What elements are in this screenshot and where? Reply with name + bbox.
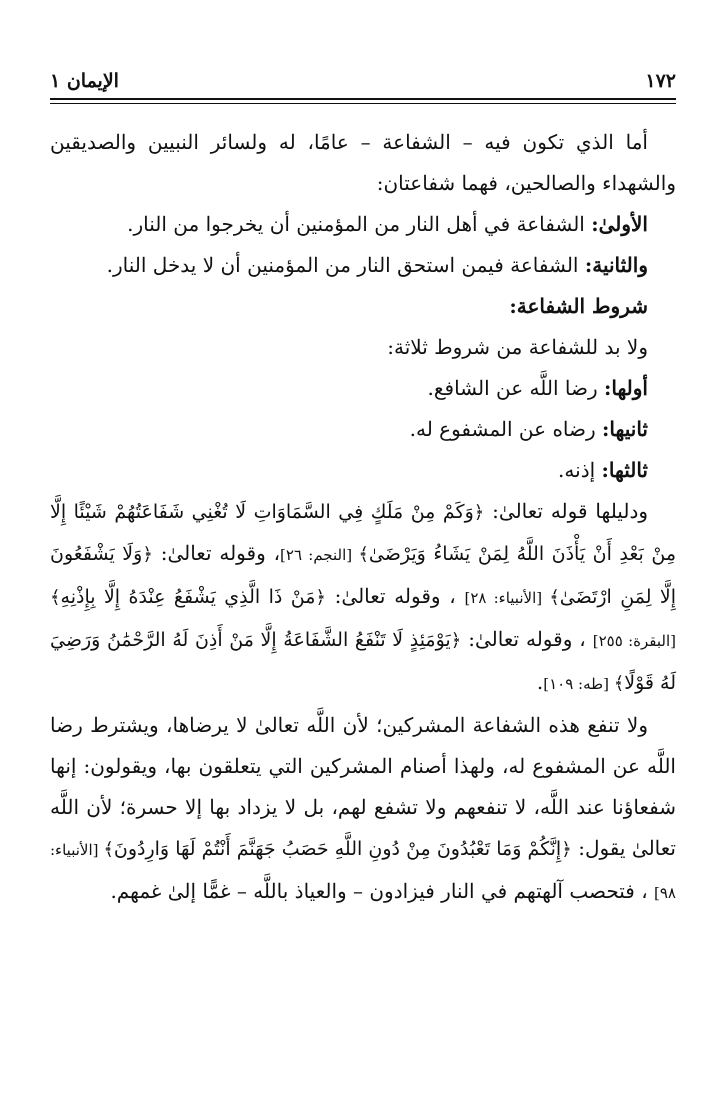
verse-citation-5: [الأنبياء: ٩٨] bbox=[50, 841, 676, 902]
ornate-bracket-open: ﴿ bbox=[315, 587, 326, 608]
text-condition-two: رضاه عن المشفوع له. bbox=[409, 417, 603, 441]
ornate-bracket-open: ﴿ bbox=[142, 544, 153, 565]
term-condition-two: ثانيها: bbox=[602, 417, 648, 441]
ornate-bracket-close: ﴾ bbox=[50, 587, 61, 608]
header-divider bbox=[50, 98, 676, 104]
page-number: ١٧٢ bbox=[645, 70, 676, 92]
verse-citation-3: [البقرة: ٢٥٥] bbox=[592, 632, 677, 650]
ornate-bracket-open: ﴿ bbox=[561, 839, 572, 860]
evidence-joiner-2: ، وقوله تعالىٰ: bbox=[325, 584, 465, 608]
section-heading: شروط الشفاعة: bbox=[509, 294, 648, 318]
text-first: الشفاعة في أهل النار من المؤمنين أن يخرجوا من النار. bbox=[127, 212, 592, 236]
verse-citation-1: [النجم: ٢٦] bbox=[280, 546, 359, 564]
paragraph-closing bbox=[50, 705, 676, 914]
evidence-joiner-3: ، وقوله تعالىٰ: bbox=[461, 627, 593, 651]
evidence-end: . bbox=[536, 670, 544, 694]
condition-three bbox=[50, 450, 676, 491]
page-header bbox=[50, 60, 676, 92]
term-condition-three: ثالثها: bbox=[601, 458, 648, 482]
paragraph-second-intercession bbox=[50, 245, 676, 286]
text-second: الشفاعة فيمن استحق النار من المؤمنين أن لا يدخل النار. bbox=[106, 253, 585, 277]
verse-citation-4: [طه: ١٠٩] bbox=[543, 675, 614, 693]
ornate-bracket-open: ﴿ bbox=[473, 502, 485, 523]
paragraph-intro: أما الذي تكون فيه – الشفاعة – عامًا، له ولسائر النبيين والصديقين والشهداء والصالحين، فهما شفاعتان: bbox=[50, 130, 676, 195]
evidence-joiner-1: ، وقوله تعالىٰ: bbox=[152, 541, 281, 565]
paragraph-first-intercession bbox=[50, 204, 676, 245]
term-second: والثانية: bbox=[584, 253, 648, 277]
page-body bbox=[50, 122, 676, 914]
ornate-bracket-open: ﴿ bbox=[450, 630, 462, 651]
ornate-bracket-close: ﴾ bbox=[103, 839, 114, 860]
quran-verse-1: وَكَمْ مِنْ مَلَكٍ فِي السَّمَاوَاتِ لَا تُغْنِي شَفَاعَتُهُمْ شَيْئًا إِلَّا مِنْ بَعْدِ أَنْ يَأْذَنَ اللَّهُ لِمَنْ يَشَاءُ وَيَرْضَىٰ bbox=[50, 501, 676, 565]
running-title: الإيمان ١ bbox=[50, 70, 119, 92]
document-page bbox=[50, 60, 676, 1078]
term-condition-one: أولها: bbox=[603, 376, 648, 400]
closing-text-a: ولا تنفع هذه الشفاعة المشركين؛ لأن اللَّه تعالىٰ لا يرضاها، ويشترط رضا اللَّه عن المشفوع له، ولهذا أصنام المشركين التي يتعلقون بها، ويقولون: إنها شفعاؤنا عند اللَّه، لا تنفعهم ولا تشفع لهم، بل لا يزداد بها إلا حسرة؛ لأن اللَّه تعالىٰ يقول: bbox=[50, 713, 676, 860]
term-first: الأولىٰ: bbox=[591, 212, 648, 236]
ornate-bracket-close: ﴾ bbox=[358, 544, 369, 565]
paragraph-evidence bbox=[50, 491, 676, 705]
verse-citation-2: [الأنبياء: ٢٨] bbox=[464, 589, 550, 607]
ornate-bracket-close: ﴾ bbox=[613, 673, 625, 694]
ornate-bracket-close: ﴾ bbox=[549, 587, 560, 608]
quran-verse-3: مَنْ ذَا الَّذِي يَشْفَعُ عِنْدَهُ إِلَّا بِإِذْنِهِ bbox=[60, 586, 316, 608]
paragraph-conditions-intro: ولا بد للشفاعة من شروط ثلاثة: bbox=[387, 335, 648, 359]
evidence-intro: ودليلها قوله تعالىٰ: bbox=[484, 499, 649, 523]
quran-verse-5: إِنَّكُمْ وَمَا تَعْبُدُونَ مِنْ دُونِ اللَّهِ حَصَبُ جَهَنَّمَ أَنْتُمْ لَهَا وَارِدُونَ bbox=[113, 838, 562, 860]
quran-verse-2: وَلَا يَشْفَعُونَ إِلَّا لِمَنِ ارْتَضَىٰ bbox=[50, 543, 677, 608]
text-condition-three: إذنه. bbox=[558, 458, 602, 482]
quran-verse-4: يَوْمَئِذٍ لَا تَنْفَعُ الشَّفَاعَةُ إِلَّا مَنْ أَذِنَ لَهُ الرَّحْمَٰنُ وَرَضِيَ لَهُ قَوْلًا bbox=[50, 629, 676, 694]
text-condition-one: رضا اللَّه عن الشافع. bbox=[427, 376, 604, 400]
closing-text-b: ، فتحصب آلهتهم في النار فيزادون – والعياذ باللَّه – غمًّا إلىٰ غمهم. bbox=[110, 879, 655, 903]
condition-one bbox=[50, 368, 676, 409]
condition-two bbox=[50, 409, 676, 450]
